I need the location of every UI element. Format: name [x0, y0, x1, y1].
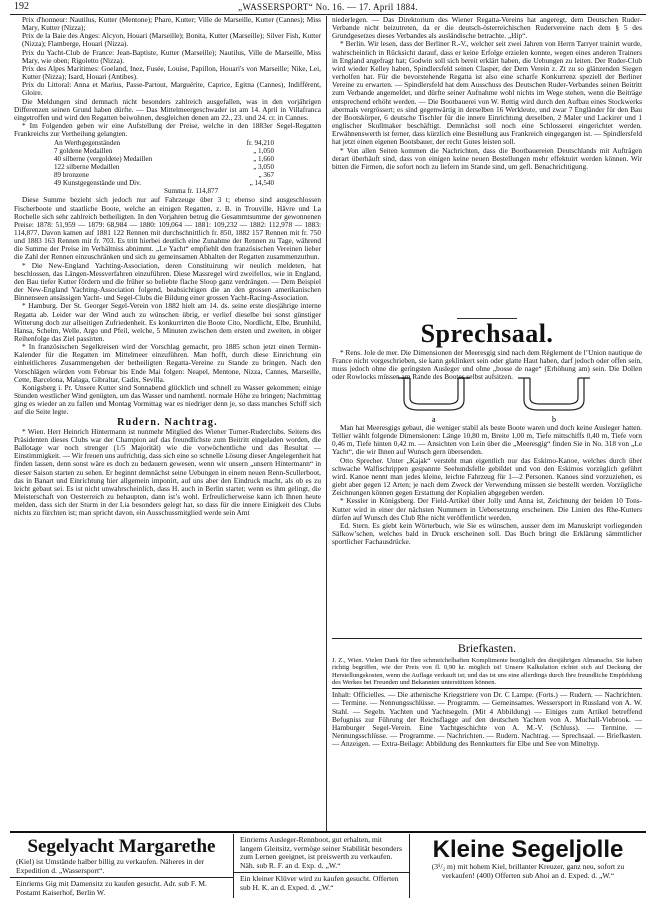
article-paragraph: * Wien. Herr Heinrich Hintermann ist nunmehr Mitglied des Wiener Turner-Ruderclubs. Seitens des Präsidenten dieses Clubs war der Champion auf das freundlichste zum Beitritt eingeladen worden, die Ballotage war noch strenger (1/5 Majorität) wie die vorwöchentliche und das Resultat — Einstimmigkeit. — Wir freuen uns aufrichtig, dass sich eine so schnelle Lösung dieser Angelegenheit hat finden lassen, denn sonst wäre es doch zu bedauern gewesen, wenn wir unsern „unsern Hintermann“ in dieser Saison starten zu sehen. Er beginnt demnächst seine Uebungen in einem neuen Renn-Scullerboot, das in Banart und Einrichtung hier allgemein imponirt, auf uns aber den Eindruck macht, als ob es zu leicht gebaut sei. Es ist nicht unwahrscheinlich, dass H. auch in Berlin startet; wenn es ihm gelingt, die Meisterschaft von Oesterreich zu behaupten, dann ist’s wohl. Erfreulicherweise kann ich Ihnen heute melden, dass sich der Sturm in der Lia besonders gelegt hat, so dass für die innere Einigkeit des Clubs nichts zu fürchten ist; man spricht davon, ein Ausschussmitglied werde sein Amt — [14, 426, 321, 518]
article-paragraph: Diese Summe bezieht sich jedoch nur auf Fahrzeuge über 3 t; ebenso sind ausgeschlossen Fischerboote und staatliche Boote, welche an einigen Regatten, z. B. in Trouville, Hâvre und La Rochelle sich sehr zahlreich betheiligten. In den Vorjahren betrug die Gesammtsumme der gewonnenen Preise: 1878: 51,959 — 1879: 68,984 — 1880: 109,064 — 1881: 109,232 — 1882: 112,978 — 1883: 114,877. Davon kamen auf 1881 122 Rennen mit durchschnittlich fr. 850, 1882 157 Rennen mit fr. 750 und 1883 163 Rennen mit fr. 703. Es tritt hierbei deutlich eine Zunahme der Rennen zu Tage, während die Summe der Preise im Verhältniss abnimmt. „Le Yacht“ empfiehlt den französischen Vereinen lieber die Zahl der Rennen einzuschränken und sich zu gemeinsamen Abhalten der Regatten zusammenzuthun. — [14, 195, 321, 262]
article-paragraph: Ed. Stern. Es giebt kein Wörterbuch, wie Sie es wünschen, ausser dem im Manuskript vorliegenden Säfkow’schen, welches bald in Druck erscheinen soll. Das Buch bringt die Erklärung sämmtlicher sportlicher Fachausdrücke. — [332, 520, 642, 547]
prize-line: Prix du Littoral: Anna et Marius, Passe-Partout, Marguérite, Caprice, Egitna (Cannes), Indifférent, Gloire. — [22, 80, 321, 98]
briefkasten-section — [332, 638, 642, 825]
ad-segeljolle — [410, 834, 646, 898]
boat-cross-section-diagram — [384, 364, 614, 424]
article-paragraph: Man hat Meeresgigs gebaut, die weniger stabil als beste Boote waren und doch keine Ausleger hatten. Tellier wählt folgende Dimensionen: Länge 10,80 m, Breite 1,00 m, Tiefe mittschiffs 0,40 m, Tiefe vorn 0,46 m, Tiefe hinten 0,42 m. — Ansichten von Lein über die „Meeresgig“ finden Sie in No. 318 von „Le Yacht“, die wir Ihnen auf Wunsch gern übersenden. — [332, 423, 642, 457]
article-paragraph: * In französischen Segelkreisen wird der Vorschlag gemacht, pro 1885 schon jetzt einen Termin-Kalender für die Regatten im Mittelmeer einzuführen. Man hofft, durch diese Einrichtung ein einheitlicheres Zusammengehen der betheiligten Regatta-Vereine zu Stande zu bringen. Nach den Vorschlägen würden vom Februar bis Ende Mai folgen: Neapel, Mentone, Nizza, Cannes, Marseille, Cette, Barcelona, Malaga, Gibraltar, Cadix, Sevilla. — [14, 342, 321, 384]
article-paragraph: Die Meldungen sind demnach nicht besonders zahlreich ausgefallen, was in den vorjährigen Differenzen seinen Grund haben dürfte. — Das Mittelmeergeschwader ist am 14. April in Villafranca eingetroffen und wird den Regatten beiwohnen, desgleichen denen am 22., 23. und 24. cr. in Cannes. — [14, 96, 321, 122]
ad-text: Ein kleiner Klüver wird zu kaufen gesucht. Offerten sub H. K. an d. Exped. d. „W.“ — [240, 874, 399, 892]
ad-divider — [10, 877, 233, 878]
diagram-label-a: a — [432, 415, 436, 424]
article-paragraph: * Rens. Jole de mer. Die Dimensionen der Meeresgig sind nach dem Règlement de l’Union nautique de France nicht vorgeschrieben, sie kann geklinkert sein oder glatte Haut haben, darf jedoch oder offen sein, muss jedoch ohne die geringsten Ausleger und ohne „bosse de nage“ (Erhöhung am) sein. Die Dollen oder Rowlocks müssen am Rande des Bootes selbst aufsitzen. — [332, 348, 642, 382]
ad-text: (3¹/₂ m) mit hohem Kiel, brillanter Kreuzer, ganz neu, sofort zu verkaufen! (400) Offerten sub Ahoi an d. Exped. d. „W.“ — [431, 862, 625, 880]
stat-row: 49 Kunstgegenstände und Div. „ 14,540 — [54, 179, 274, 188]
briefkasten-title: Briefkasten. — [457, 641, 517, 655]
article-paragraph: niederlegen. — Das Direktorium des Wiener Regatta-Vereins hat angeregt, dem Deutschen Ruder-Verbande nicht beizutreten, da er die deutsch-österreichischen Rudervereine nach dem § 5 des Grundgesetzes dieses Verbandes als ausländische betrachte. „Hip“. — [332, 16, 642, 41]
prize-line: Prix de la Baie des Anges: Alcyon, Houari (Marseille); Bonita, Kutter (Marseille); Silver Fish, Kutter (Nizza); Flamberge, Houari (Nizza). — [22, 31, 321, 49]
stat-row: 40 silberne (vergoldete) Medaillen „ 1,660 — [54, 155, 274, 164]
article-paragraph: * Kessler in Königsberg. Der Field-Artikel über Jolly und Anna ist, Zeichnung der beiden 10 Tons-Kutter wird in einer der nächsten Nummern in Uebersetzung erscheinen. Die Linien des Rhe-Kutters dürfen auf Wunsch des Club Rhe nicht veröffentlicht werden. — [332, 496, 642, 522]
article-paragraph: Konigsberg i. Pr. Unsere Kutter sind Sonnabend glücklich und schnell zu Wasser gekommen; einige Stunden westlicher Wind genügten, um das Wasser und namhentl. normale Höhe zu bringen; Nachmittag ging es wieder an zu fallen und Montag Vormittag war es niedriger denn je, so dass manches Schiff sich auf die Seite legte. — [14, 382, 321, 417]
prize-statistics — [54, 139, 321, 195]
prize-line: Prix des Alpes Maritimes: Goeland, Inez, Fusée, Louise, Papillon, Houari's von Marseille; Nike, Lei, Kutter (Nizza); Isard, Houari (Antibes). — [22, 63, 321, 82]
ad-headline: Segelyacht Margarethe — [27, 836, 216, 857]
left-column — [14, 16, 321, 658]
ad-divider — [234, 872, 409, 873]
page-number: 192 — [14, 1, 29, 12]
stat-row: 122 silberne Medaillen „ 3,050 — [54, 163, 274, 172]
ad-segelyacht — [10, 834, 234, 898]
ad-text: (Kiel) ist Umstände halber billig zu verkaufen. Näheres in der Expedition d. „Wassersport“. — [16, 857, 205, 875]
ad-rennboot — [234, 834, 410, 898]
briefkasten-text: J. Z., Wien. Vielen Dank für Ihre schmeichelhaften Komplimente bezüglich des diesjährigen Almanachs. Sie haben richtig begriffen, wie der Preis von fl. 0,90 kr. möglich ist! Unsere Kalkulation richtet sich auf Deckung der Herstellungskosten, wenn die Auflage verkauft ist; und das ist uns eine allerdings durch Ihre freundliche Empfehlung des Werkes bei Freunden und Bekannten unterstützen können. — [332, 657, 642, 686]
diagram-label-b: b — [552, 415, 556, 424]
article-paragraph: * Berlin. Wir lesen, dass der Berliner R.-V., welcher seit zwei Jahren von Herrn Tarryer trainirt wurde, wahrscheinlich in Rücksicht darauf, dass er keine Erfolge erzielen konnte, wegen eines anderen Trainers in England angefragt hat; Godwin soll sich bereit erklärt haben, die Uebungen zu leiten. Der Ruder-Club wird wieder Kelley haben, Spindlersfeld seinen Clasper, der Dem Verein z. Zt zu so glänzenden Siegen verholfen hat. Für die bevorstehende Regatta ist also eine scharfe Konkurrenz speziell der Berliner Vereine zu erwarten. — Spindlersfeld hat dem Ausschuss des Deutschen Ruder-Verbandes seinen Beitritt zum Verbande angemeldet, und dürfte seiner Aufnahme wohl nichts im Wege stehen, wenn die Beiträge entsprechend erhöht werden. — Die Bootbauerei von W. Rettig wird durch den Aufbau eines Stockwerks abermals vergrössert; es sind gegenwärtig in derselben 16 Werkleute, und zwar 7 Engländer für den Bau der Bootskörper, 6 deutsche Tischler für die innere Einrichtung derselben, 2 Maler und Lackirer und 1 englischer Skullmaker beschäftigt. Demnächst soll noch eine Schlosserei eingerichtet werden. Erwähnenswerth ist ferner, dass kürzlich eine Bestellung aus Frankreich eingegangen ist. — Spindlersfeld hat jetzt einen eigenen Bootsbauer, der recht Gutes leisten soll. — [332, 39, 642, 147]
ad-text: Einriems Ausleger-Rennboot, gut erhalten, mit langem Gleitsitz, vermöge seiner Stabilität besonders zum Lernen geeignet, ist preiswerth zu verkaufen. Näh. sub R. F. an d. Exp. d. „W.“ — [240, 835, 402, 870]
sprechsaal-answers — [332, 424, 642, 546]
ad-text: Einriems Gig mit Damensitz zu kaufen gesucht. Adr. sub F. M. Postamt Kaiserhof, Berlin W. — [16, 879, 207, 897]
article-paragraph: * Von allen Seiten kommen die Nachrichten, dass die Bootbauereien Deutschlands mit Aufträgen derart überhäuft sind, dass von einigen keine neuen Bestellungen mehr effektuirt werden können. Wir bitten die Firmen, die sofort noch zu liefern im Stande sind, um gefl. Benachrichtigung. — [332, 145, 642, 171]
stat-row: An Werthgegenständen fr. 94,210 — [54, 139, 274, 148]
stat-row: 89 bronzene „ 367 — [54, 171, 274, 180]
section-title-rudern: Rudern. Nachtrag. — [117, 416, 218, 428]
stat-sum: Summa fr. 114,877 — [164, 187, 219, 196]
issue-title: „WASSERSPORT“ No. 16. — 17. April 1884. — [238, 2, 418, 12]
article-paragraph: * Hamburg. Der St. Georger Segel-Verein von 1882 hielt am 14. ds. seine erste diesjährige interne Regatta ab. Leider war der Wind auch zu wünschen übrig, er verlief dieselbe bei sonst günstiger Witterung doch zur allseitigen Zufriedenheit. Es konkurrirten die Boote Cito, Nordlicht, Elbe, Brunhild, Hansa, Schelm, Welle, Argo und Pfeil, welche, 5 Minuten zwischen dem ersten und zweiten, in obiger Reihenfolge das Ziel passirten. — [14, 301, 321, 343]
article-paragraph: Otto Sprecher. Unter „Kajak“ versteht man eigentlich nur das Eskimo-Kanoe, welches durch über schwache Walfischrippen gespannte Seehundsfelle gebildet und von den Eskimos vorzüglich geführt wird. Kanoe nennt man jedes kleine, leichte Fahrzeug für 1—2 Personen. Kanoes sind vorzuziehen, es giebt aber gegen 12 Arten; je nach dem Zweck der Verwendung müssen sie bestellt werden. Vorzügliche Zeichnungen können gegen Erstattung der Kopialien abgegeben werden. — [332, 455, 642, 498]
ad-headline: Kleine Segeljolle — [432, 836, 624, 863]
prize-line: Prix d'honneur: Nautilus, Kutter (Mentone); Phare, Kutter; Ville de Marseille, Kutter (Cannes); Miss Mary, Kutter (Nizza); — [22, 16, 321, 33]
table-of-contents: Inhalt: Officielles. — Die athenische Kriegstriere von Dr. C Lampe. (Forts.) — Rudern. — Nachrichten. — Termine. — Nennungsschlüsse. — Programm. — Gemeinsames. Wessersport in Russland von A. W. Stahl. — Segeln. Yachten und Yachtsegeln. (Mit 4 Abbildung) — Einiges zum Artikel betreffend Befugniss zur Führung der Reichsflagge auf den deutschen Yachten von A. Muchall-Viebrook. — Hamburger Segel-Verein. Eine Yachtgeschichte von A. M.-V. (Schluss). — Termine. — Nennungsschlüsse. — Programme. — Nachrichten. — Rudern. Nachtrag. — Sprechsaal. — Briefkasten. — Anzeigen. — Extra-Beilage: Abbildung des Rennkutters für Elbe und See von Mitteltyp. — [332, 690, 642, 749]
page-header — [10, 0, 646, 14]
article-paragraph: * Die New-England Yachting-Association, deren Constituirung wir neulich meldeten, hat beschlossen, das Längen-Messverfahren einzuführen. Diese Massregel wird zweifellos, wie in England, den Bau tiefer Kutter fördern und die früher so beliebte flache Sloop ganz verdrängen. — Dem Beispiel der New-England Yachting-Association folgend, beabsichtigen die an den grossen amerikanischen Binnenseen ansässigen Yacht- und Segel-Clubs die Bildung einer grossen Yacht-Racing-Association. — [14, 260, 321, 303]
article-paragraph: * Im Folgenden geben wir eine Aufstellung der Preise, welche in den 1883er Segel-Regatten Frankreichs zur Vertheilung gelangten. — [14, 121, 321, 139]
stat-row: 7 goldene Medaillen „ 1,050 — [54, 147, 274, 156]
ads-rule — [10, 831, 646, 833]
sprechsaal-title: Sprechsaal. — [420, 319, 554, 348]
header-rule — [10, 14, 646, 15]
column-divider — [326, 16, 327, 831]
prize-line: Prix du Yacht-Club de France: Jean-Baptiste, Kutter (Marseille); Nautilus, Ville de Marseille, Miss Mary, wie oben; Rigoletto (Nizza). — [22, 47, 321, 65]
